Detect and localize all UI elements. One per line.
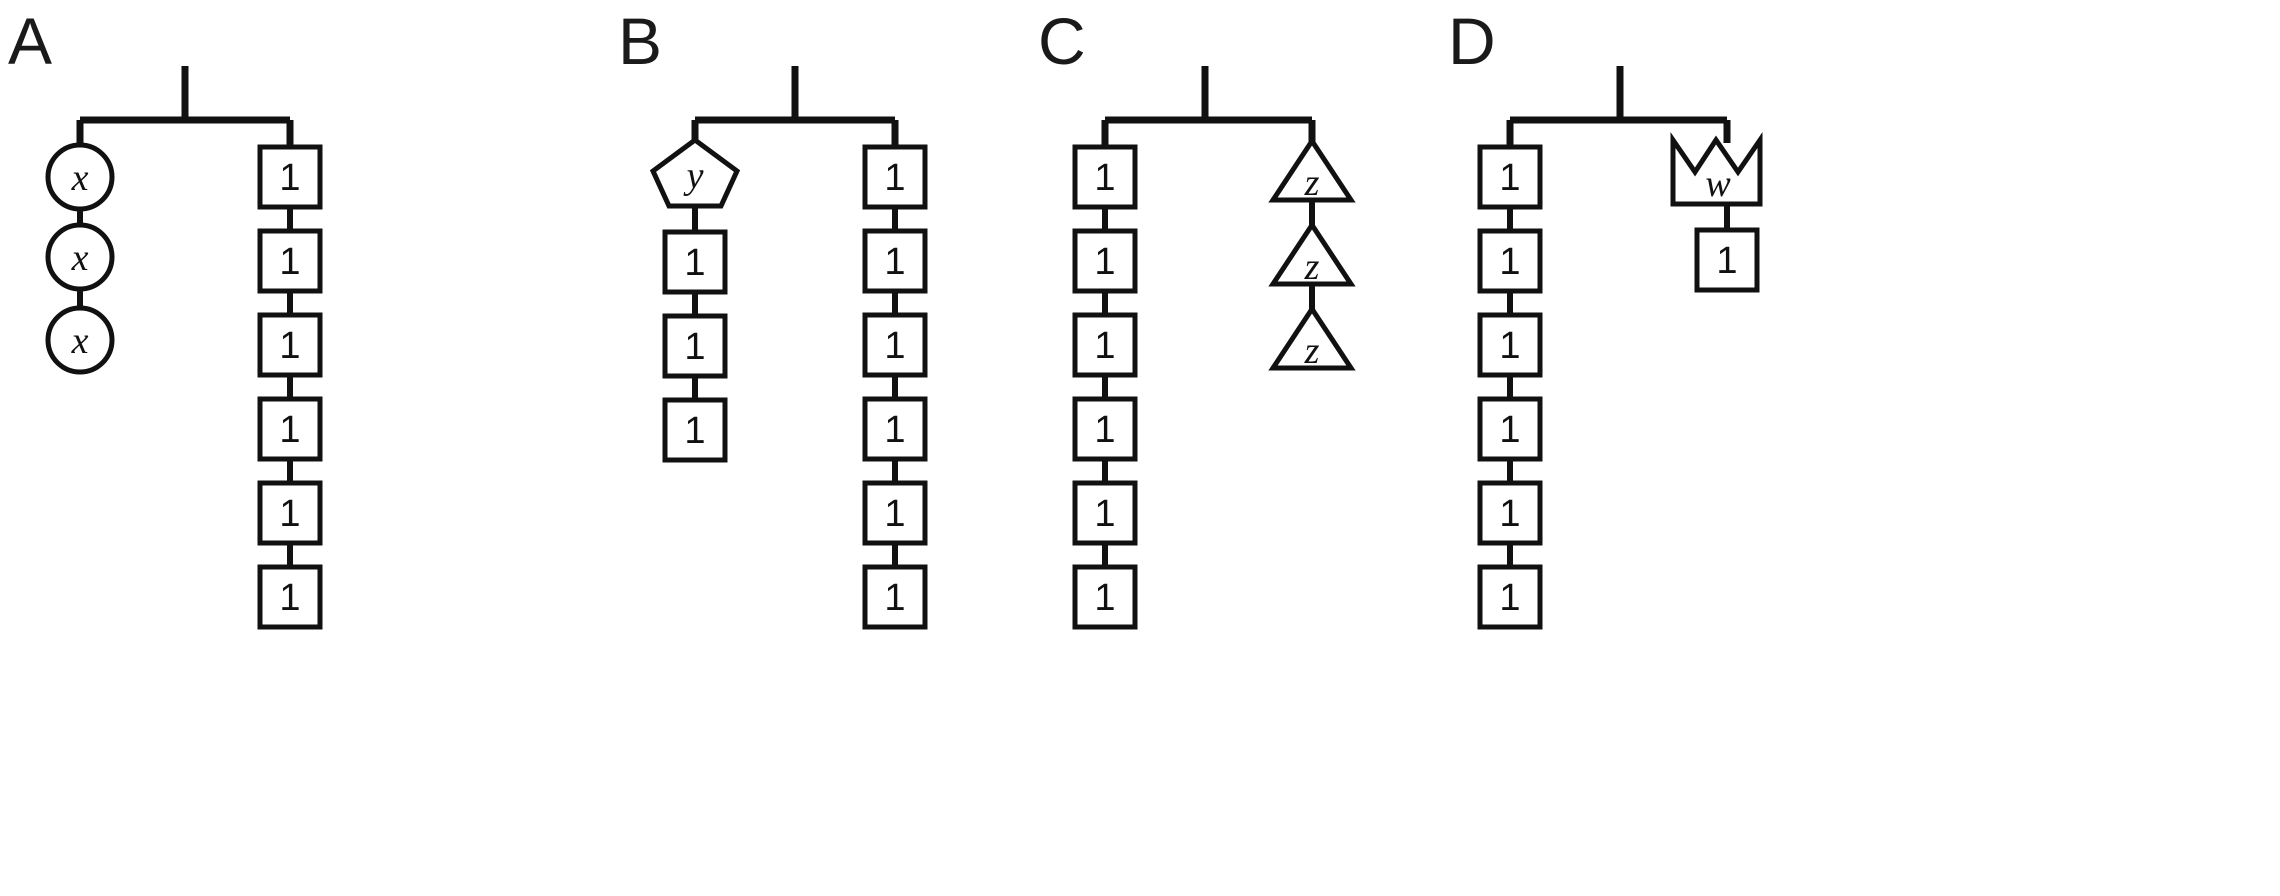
panel-a-diagram [0, 0, 570, 896]
node-label: 1 [1499, 577, 1521, 619]
node-label: x [71, 320, 89, 362]
panel-c-right-chain [1273, 141, 1351, 372]
node-label: 1 [684, 242, 706, 284]
node-label: w [1705, 163, 1731, 205]
node-label: 1 [1499, 325, 1521, 367]
node-label: 1 [1499, 409, 1521, 451]
node-label: 1 [884, 157, 906, 199]
panel-d-label: D [1448, 4, 1496, 78]
node-label: x [71, 157, 89, 199]
node-label: 1 [1094, 493, 1116, 535]
panel-a-branch-lines [80, 66, 290, 150]
node-label: 1 [1094, 241, 1116, 283]
panel-b-label: B [618, 4, 663, 78]
node-label: 1 [884, 409, 906, 451]
panel-d-branch-lines [1510, 66, 1727, 147]
panel-a-label: A [8, 4, 53, 78]
node-label: 1 [1094, 409, 1116, 451]
node-label: 1 [884, 241, 906, 283]
panel-b-right-chain [865, 147, 925, 627]
node-label: 1 [1499, 493, 1521, 535]
node-label: 1 [1094, 325, 1116, 367]
node-label: 1 [684, 326, 706, 368]
node-label: y [686, 155, 704, 197]
panel-a [0, 0, 570, 896]
node-label: z [1304, 162, 1320, 204]
node-label: 1 [884, 325, 906, 367]
node-label: z [1304, 330, 1320, 372]
panel-a-right-chain [260, 147, 320, 627]
node-label: 1 [279, 325, 301, 367]
panel-c-branch-lines [1105, 66, 1312, 147]
panel-b-branch-lines [695, 66, 895, 147]
panel-d-diagram [1420, 0, 2280, 896]
node-label: x [71, 237, 89, 279]
node-label: 1 [279, 241, 301, 283]
node-label: 1 [279, 409, 301, 451]
node-label: 1 [1716, 240, 1738, 282]
node-label: 1 [279, 157, 301, 199]
node-label: 1 [1094, 577, 1116, 619]
node-label: z [1304, 246, 1320, 288]
node-label: 1 [1499, 241, 1521, 283]
node-label: 1 [1499, 157, 1521, 199]
node-label: 1 [684, 410, 706, 452]
node-label: 1 [1094, 157, 1116, 199]
panel-b-left-chain [653, 140, 737, 460]
node-label: 1 [279, 577, 301, 619]
panel-a-left-chain [48, 145, 112, 372]
node-label: 1 [884, 577, 906, 619]
panel-c-label: C [1038, 4, 1086, 78]
panel-d-right-chain [1673, 140, 1760, 290]
panel-c-left-chain [1075, 147, 1135, 627]
node-label: 1 [884, 493, 906, 535]
node-label: 1 [279, 493, 301, 535]
panel-d-left-chain [1480, 147, 1540, 627]
panel-d [1420, 0, 2280, 896]
